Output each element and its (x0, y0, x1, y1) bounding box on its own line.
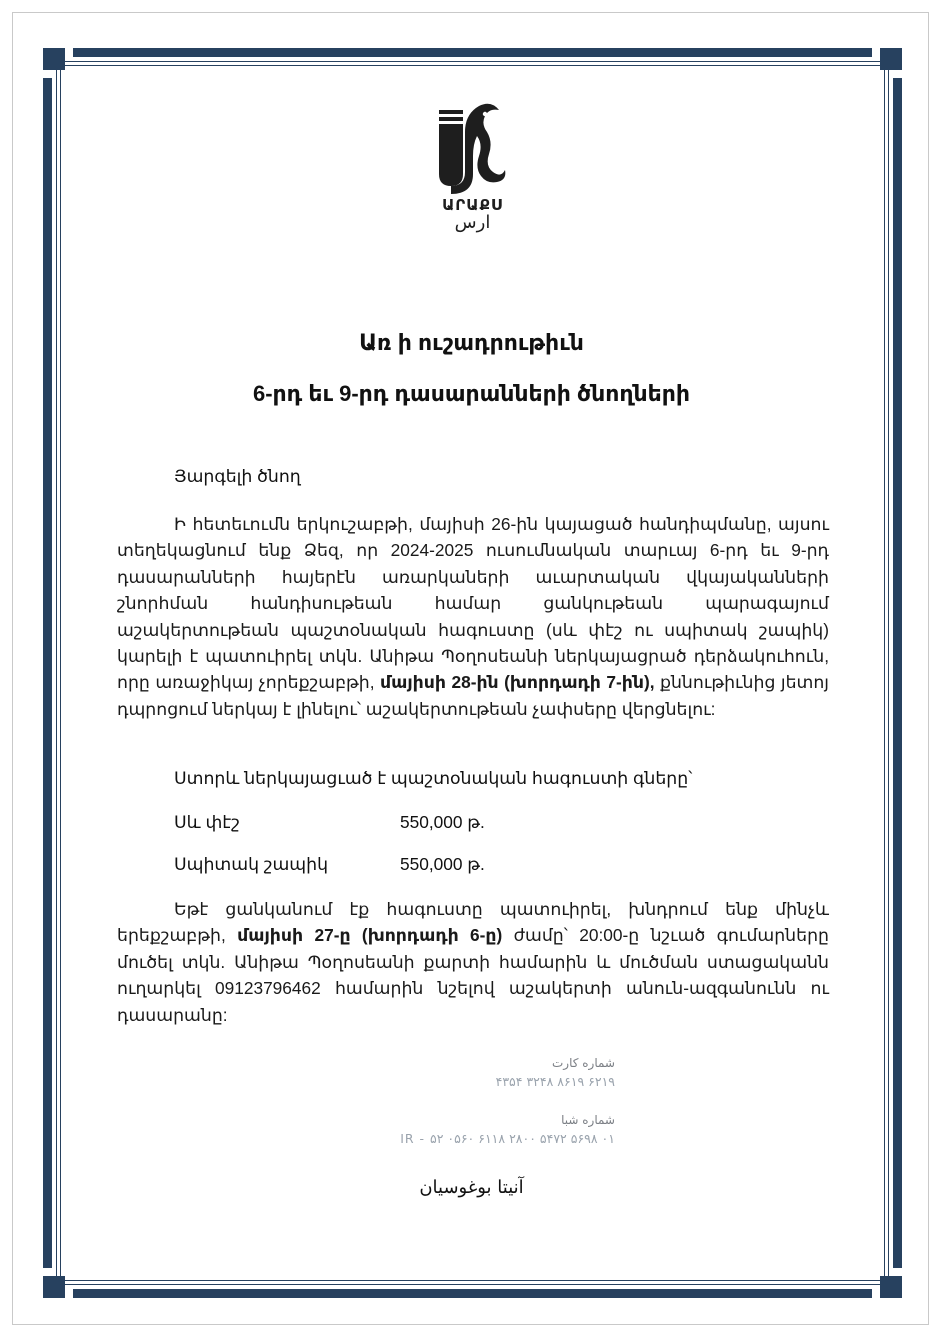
paragraph-2-text-b: ժամը՝ 20:00-ը նշւած գումարները մուծել տկն. Անիթա Պօղոսեանի քարտի համարին և մուծման ստացականն ուղարկել 09123796462 համարին նշելով աշակերտի անուն-ազգանունն ու դասարանը: (117, 925, 829, 1025)
price-item-name: Սև փէշ (174, 812, 240, 832)
border-top-bar (73, 48, 872, 57)
signature-name: آنیتا بوغوسیان (419, 1177, 524, 1198)
page-title: Առ ի ուշադրութիւն (359, 330, 584, 355)
card-number-block (496, 1056, 615, 1089)
price-item-value: 550,000 թ. (400, 854, 485, 874)
logo-text-bottom: ارس (454, 212, 491, 233)
price-item-name: Սպիտակ շապիկ (174, 854, 329, 874)
araks-logo (425, 98, 520, 238)
card-number: ۶۲۱۹ ۸۶۱۹ ۳۲۴۸ ۴۳۵۴ (495, 1074, 615, 1089)
greeting: Յարգելի ծնող (174, 466, 301, 486)
paragraph-2-text-a: Եթէ ցանկանում էք հագուստը պատուիրել, խնդրում ենք մինչև երեքշաբթի, (117, 899, 829, 946)
card-number-label: شماره کارت (551, 1056, 615, 1070)
page-subtitle: 6-րդ եւ 9-րդ դասարանների ծնողների (252, 381, 691, 406)
paragraph-1-text-a: Ի հետեւումն երկուշաբթի, մայիսի 26-ին կայացած հանդիպմանը, այսու տեղեկացնում ենք Ձեզ, որ 2024-2025 ուսումնական տարւայ 6-րդ եւ 9-րդ դասարանների հայերէն առարկաների աւարտական վկայականների շնորհման հանդիսութեան համար ցանկութեան պարագայում աշակերտութեան պաշտօնական հագուստը (սև փէշ ու սպիտակ շապիկ) կարելի է պատուիրել տկն. Անիթա Պօղոսեանի ներկայացրած դերձակուհուն, որը առաջիկայ չորեքշաբթի, (117, 514, 829, 693)
prices-intro: Ստորև ներկայացւած է պաշտօնական հագուստի գները՝ (174, 768, 693, 788)
border-right-bar (893, 78, 902, 1268)
price-row (174, 812, 485, 833)
paragraph-1-date: մայիսի 28-ին (խորդադի 7-ին), (380, 672, 655, 693)
border-bottom-bar (73, 1289, 872, 1298)
border-left-bar (43, 78, 52, 1268)
sheba-block (400, 1113, 615, 1146)
price-item-value: 550,000 թ. (400, 812, 485, 832)
logo-text-top: ԱՐԱՔՍ (442, 196, 503, 214)
price-row (174, 854, 485, 875)
paragraph-1-text-b: քննութիւնից յետոյ դպրոցում ներկայ է լինելու՝ աշակերտութեան չափսերը վերցնելու: (117, 672, 829, 719)
paragraph-2 (117, 896, 829, 1028)
paragraph-1 (117, 511, 829, 722)
sheba-number: IR - ۵۲ ۰۵۶۰ ۶۱۱۸ ۲۸۰۰ ۵۴۷۲ ۵۶۹۸ ۰۱ (400, 1131, 615, 1146)
sheba-label: شماره شبا (561, 1113, 615, 1127)
paragraph-2-date: մայիսի 27-ը (խորդադի 6-ը) (237, 925, 503, 946)
